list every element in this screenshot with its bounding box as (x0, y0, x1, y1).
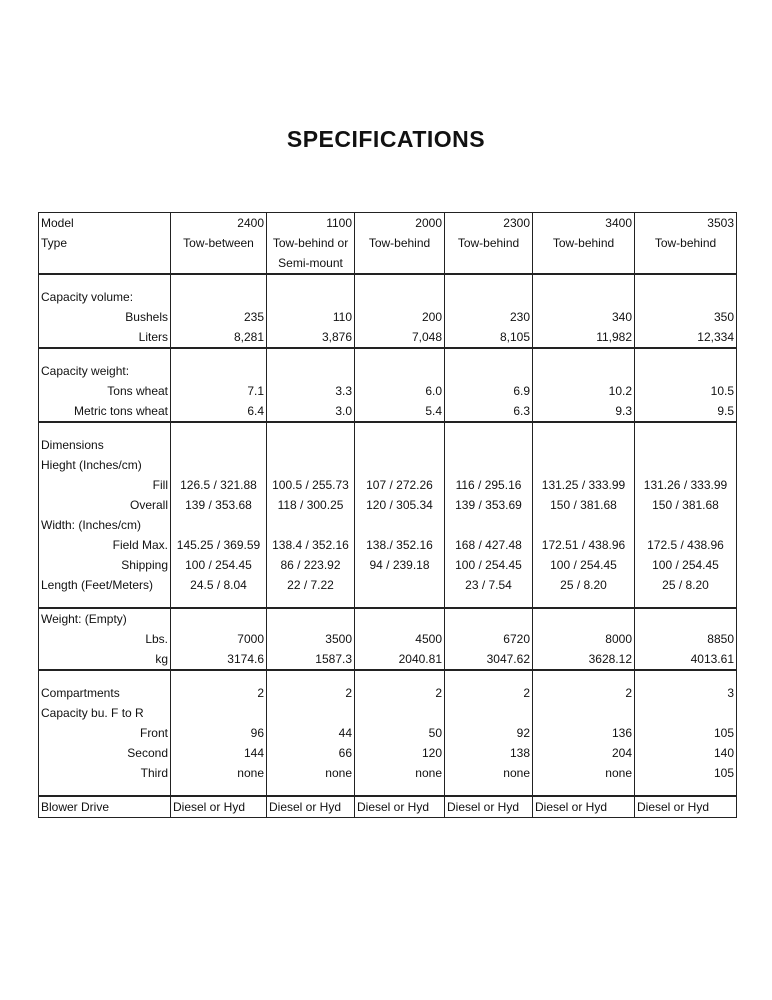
value-cell: 8850 (635, 629, 737, 649)
row-label: Length (Feet/Meters) (39, 575, 171, 595)
value-cell: 168 / 427.48 (445, 535, 533, 555)
model-cell: 2300 (445, 213, 533, 234)
value-cell: 100 / 254.45 (635, 555, 737, 575)
type-cell: Tow-behind (445, 233, 533, 253)
value-cell: 92 (445, 723, 533, 743)
field-max-row (39, 535, 737, 555)
value-cell: 200 (355, 307, 445, 327)
section-heading: Weight: (Empty) (39, 608, 171, 629)
value-cell: none (533, 763, 635, 783)
value-cell: 3500 (267, 629, 355, 649)
value-cell: 107 / 272.26 (355, 475, 445, 495)
value-cell: 120 / 305.34 (355, 495, 445, 515)
value-cell: 150 / 381.68 (635, 495, 737, 515)
value-cell: 8000 (533, 629, 635, 649)
value-cell: 3,876 (267, 327, 355, 348)
value-cell: 94 / 239.18 (355, 555, 445, 575)
row-label: Blower Drive (39, 796, 171, 818)
model-cell: 2400 (171, 213, 267, 234)
value-cell: 4013.61 (635, 649, 737, 670)
type-line2-cell (635, 253, 737, 274)
type-line2-cell (533, 253, 635, 274)
type-row (39, 233, 737, 253)
value-cell: 6.9 (445, 381, 533, 401)
value-cell: 10.5 (635, 381, 737, 401)
model-label: Model (39, 213, 171, 234)
value-cell: 100 / 254.45 (533, 555, 635, 575)
capacity-weight-heading-row (39, 361, 737, 381)
value-cell: 340 (533, 307, 635, 327)
value-cell: 8,105 (445, 327, 533, 348)
value-cell: 140 (635, 743, 737, 763)
value-cell: none (171, 763, 267, 783)
specifications-table (38, 212, 737, 818)
row-label: Bushels (125, 310, 168, 324)
height-heading-row (39, 455, 737, 475)
row-label: Field Max. (112, 538, 168, 552)
value-cell: 235 (171, 307, 267, 327)
value-cell: 138./ 352.16 (355, 535, 445, 555)
value-cell: 2040.81 (355, 649, 445, 670)
page-title: SPECIFICATIONS (286, 126, 486, 152)
section-heading: Compartments (39, 683, 171, 703)
value-cell: 44 (267, 723, 355, 743)
third-row (39, 763, 737, 783)
blower-drive-row (39, 796, 737, 818)
row-label: Lbs. (145, 632, 168, 646)
dimensions-heading-row (39, 435, 737, 455)
value-cell: Diesel or Hyd (171, 796, 267, 818)
value-cell: 172.5 / 438.96 (635, 535, 737, 555)
value-cell: 3.3 (267, 381, 355, 401)
metric-tons-row (39, 401, 737, 422)
section-heading: Capacity volume: (39, 287, 171, 307)
value-cell: 50 (355, 723, 445, 743)
value-cell: 8,281 (171, 327, 267, 348)
model-cell: 3400 (533, 213, 635, 234)
lbs-row (39, 629, 737, 649)
value-cell: 3 (635, 683, 737, 703)
weight-heading-row (39, 608, 737, 629)
value-cell: Diesel or Hyd (635, 796, 737, 818)
value-cell: 9.3 (533, 401, 635, 422)
row-label: Overall (129, 498, 168, 512)
value-cell: 3174.6 (171, 649, 267, 670)
model-cell: 3503 (635, 213, 737, 234)
value-cell: 5.4 (355, 401, 445, 422)
capacity-volume-heading-row (39, 287, 737, 307)
value-cell: Diesel or Hyd (533, 796, 635, 818)
value-cell: 204 (533, 743, 635, 763)
value-cell: 3628.12 (533, 649, 635, 670)
row-label: Tons wheat (107, 384, 168, 398)
fill-row (39, 475, 737, 495)
value-cell: 3.0 (267, 401, 355, 422)
type-row-2 (39, 253, 737, 274)
bushels-row (39, 307, 737, 327)
kg-row (39, 649, 737, 670)
value-cell: 23 / 7.54 (445, 575, 533, 595)
sub-heading: Width: (Inches/cm) (39, 515, 171, 535)
value-cell: 3047.62 (445, 649, 533, 670)
width-heading-row (39, 515, 737, 535)
value-cell: 22 / 7.22 (267, 575, 355, 595)
value-cell: 172.51 / 438.96 (533, 535, 635, 555)
value-cell: 7.1 (171, 381, 267, 401)
type-cell: Tow-behind or (267, 233, 355, 253)
value-cell: 6.0 (355, 381, 445, 401)
sub-heading: Hieght (Inches/cm) (39, 455, 171, 475)
value-cell: 86 / 223.92 (267, 555, 355, 575)
type-cell: Tow-behind (635, 233, 737, 253)
row-label: Third (140, 766, 168, 780)
model-cell: 2000 (355, 213, 445, 234)
value-cell: 138.4 / 352.16 (267, 535, 355, 555)
row-label: Second (127, 746, 168, 760)
model-cell: 1100 (267, 213, 355, 234)
type-cell: Tow-between (171, 233, 267, 253)
value-cell: none (267, 763, 355, 783)
liters-row (39, 327, 737, 348)
value-cell: none (355, 763, 445, 783)
value-cell: 116 / 295.16 (445, 475, 533, 495)
value-cell: Diesel or Hyd (445, 796, 533, 818)
type-label: Type (39, 233, 171, 253)
value-cell: 2 (355, 683, 445, 703)
value-cell: 12,334 (635, 327, 737, 348)
row-label: Shipping (121, 558, 168, 572)
value-cell: 100 / 254.45 (171, 555, 267, 575)
value-cell: 25 / 8.20 (635, 575, 737, 595)
value-cell: 1587.3 (267, 649, 355, 670)
value-cell: 25 / 8.20 (533, 575, 635, 595)
value-cell: 4500 (355, 629, 445, 649)
value-cell: 11,982 (533, 327, 635, 348)
value-cell: 139 / 353.69 (445, 495, 533, 515)
compartments-row (39, 683, 737, 703)
value-cell: 350 (635, 307, 737, 327)
overall-row (39, 495, 737, 515)
value-cell: 230 (445, 307, 533, 327)
value-cell: Diesel or Hyd (267, 796, 355, 818)
value-cell: 131.26 / 333.99 (635, 475, 737, 495)
length-row (39, 575, 737, 595)
value-cell: none (445, 763, 533, 783)
row-label: kg (155, 652, 168, 666)
sub-heading: Capacity bu. F to R (39, 703, 171, 723)
row-label: Front (139, 726, 168, 740)
row-label: Fill (152, 478, 168, 492)
section-heading: Capacity weight: (39, 361, 171, 381)
value-cell: 2 (533, 683, 635, 703)
type-line2-cell (445, 253, 533, 274)
value-cell: 6.3 (445, 401, 533, 422)
value-cell: 24.5 / 8.04 (171, 575, 267, 595)
value-cell: 7000 (171, 629, 267, 649)
section-heading: Dimensions (39, 435, 171, 455)
value-cell: 2 (267, 683, 355, 703)
value-cell: 136 (533, 723, 635, 743)
value-cell: 9.5 (635, 401, 737, 422)
value-cell: 6720 (445, 629, 533, 649)
value-cell (355, 575, 445, 595)
type-line2-cell (171, 253, 267, 274)
value-cell: 96 (171, 723, 267, 743)
value-cell: 10.2 (533, 381, 635, 401)
row-label: Metric tons wheat (73, 404, 168, 418)
value-cell: 2 (445, 683, 533, 703)
value-cell: 100 / 254.45 (445, 555, 533, 575)
type-line2-cell: Semi-mount (267, 253, 355, 274)
value-cell: 131.25 / 333.99 (533, 475, 635, 495)
value-cell: 2 (171, 683, 267, 703)
value-cell: 100.5 / 255.73 (267, 475, 355, 495)
row-label: Liters (138, 330, 168, 344)
value-cell: 120 (355, 743, 445, 763)
value-cell: 6.4 (171, 401, 267, 422)
value-cell: 105 (635, 723, 737, 743)
value-cell: 139 / 353.68 (171, 495, 267, 515)
type-cell: Tow-behind (355, 233, 445, 253)
value-cell: 126.5 / 321.88 (171, 475, 267, 495)
model-row (39, 213, 737, 234)
capacity-bu-heading-row (39, 703, 737, 723)
tons-wheat-row (39, 381, 737, 401)
type-line2-cell (355, 253, 445, 274)
second-row (39, 743, 737, 763)
value-cell: 66 (267, 743, 355, 763)
value-cell: 118 / 300.25 (267, 495, 355, 515)
type-cell: Tow-behind (533, 233, 635, 253)
value-cell: 105 (635, 763, 737, 783)
front-row (39, 723, 737, 743)
value-cell: 144 (171, 743, 267, 763)
value-cell: 145.25 / 369.59 (171, 535, 267, 555)
value-cell: Diesel or Hyd (355, 796, 445, 818)
value-cell: 138 (445, 743, 533, 763)
value-cell: 110 (267, 307, 355, 327)
value-cell: 150 / 381.68 (533, 495, 635, 515)
shipping-row (39, 555, 737, 575)
value-cell: 7,048 (355, 327, 445, 348)
